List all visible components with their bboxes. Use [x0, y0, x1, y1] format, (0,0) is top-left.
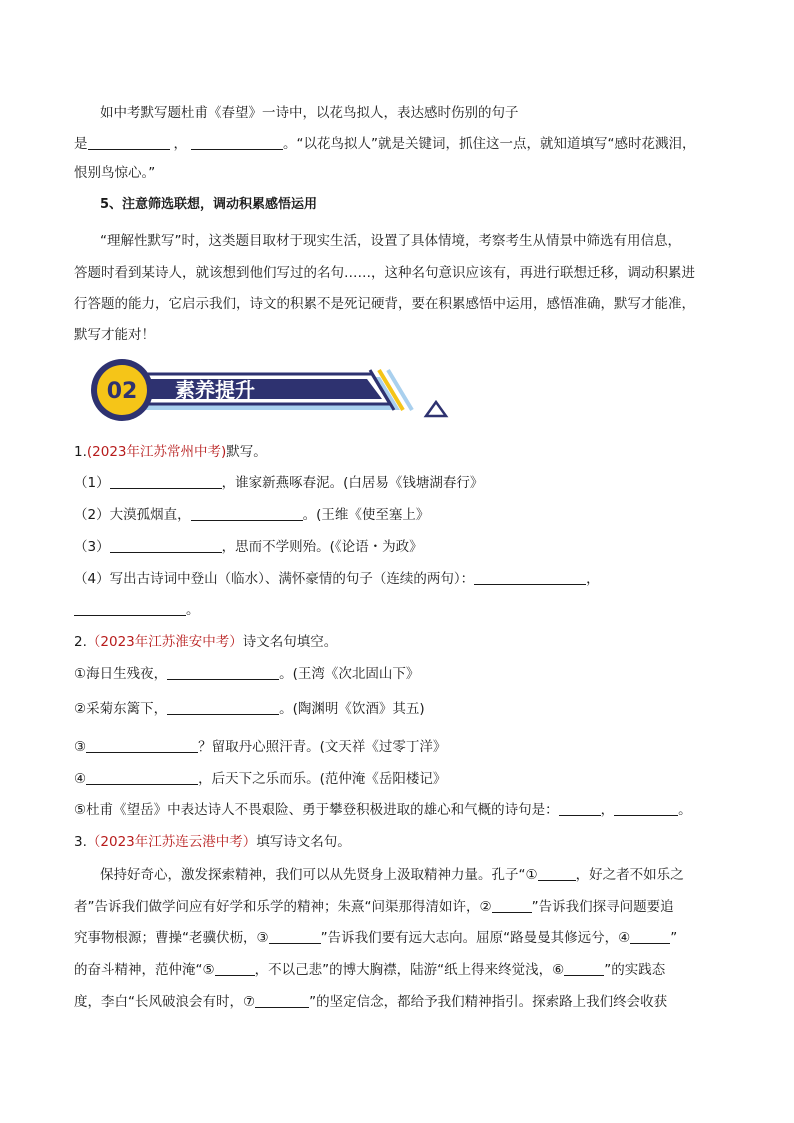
- answer-blank[interactable]: [86, 770, 198, 785]
- answer-blank[interactable]: [191, 135, 283, 150]
- section-header: [84, 352, 454, 422]
- q1-item-3: （3） ，思而不学则殆。(《论语・为政》: [74, 539, 423, 555]
- answer-blank[interactable]: [215, 961, 255, 976]
- q3-line-2: 者”告诉我们做学问应有好学和乐学的精神；朱熹“问渠那得清如许，② ”告诉我们探寻问题要追: [74, 899, 674, 915]
- tip-paragraph-line: 答题时看到某诗人，就该想到他们写过的名句……，这种名句意识应该有，再进行联想迁移，调动积累进: [74, 265, 695, 281]
- answer-blank[interactable]: [167, 665, 279, 680]
- q1-item-4-cont: 。: [74, 601, 200, 619]
- answer-blank[interactable]: [559, 801, 601, 816]
- answer-blank[interactable]: [564, 961, 604, 976]
- section-title: 素养提升: [175, 378, 255, 402]
- answer-blank[interactable]: [191, 506, 303, 521]
- q3-line-3: 究事物根源；曹操“老骥伏枥，③ ”告诉我们要有远大志向。屈原“路曼曼其修远兮，④ ”: [74, 930, 678, 946]
- intro-line-3: 恨别鸟惊心。”: [74, 165, 156, 181]
- q1-source: (2023年江苏常州中考): [86, 444, 227, 460]
- answer-blank[interactable]: [255, 993, 309, 1008]
- tip-paragraph-line: 默写才能对！: [74, 327, 155, 343]
- intro-line-2: 是 ， 。“以花鸟拟人”就是关键词，抓住这一点，就知道填写“感时花溅泪，: [74, 136, 696, 152]
- tip-heading: 5、注意筛选联想，调动积累感悟运用: [100, 197, 318, 212]
- q1-item-4: （4）写出古诗词中登山（临水）、满怀豪情的句子（连续的两句）： ，: [74, 571, 600, 587]
- answer-blank[interactable]: [492, 898, 532, 913]
- q3-line-1: 保持好奇心，激发探索精神，我们可以从先贤身上汲取精神力量。孔子“① ，好之者不如乐之: [100, 867, 684, 883]
- q3-line-5: 度，李白“长风破浪会有时，⑦ ”的坚定信念，都给予我们精神指引。探索路上我们终会收获: [74, 994, 668, 1010]
- answer-blank[interactable]: [110, 538, 222, 553]
- answer-blank[interactable]: [630, 929, 670, 944]
- q2-source: （2023年江苏淮安中考）: [86, 634, 243, 650]
- intro-line-1: 如中考默写题杜甫《春望》一诗中，以花鸟拟人，表达感时伤别的句子: [100, 105, 519, 121]
- q3-line-4: 的奋斗精神，范仲淹“⑤ ，不以己悲”的博大胸襟，陆游“纸上得来终觉浅，⑥ ”的实践态: [74, 962, 666, 978]
- answer-blank[interactable]: [269, 929, 321, 944]
- banner-fill: [136, 379, 382, 399]
- q1-item-2: （2）大漠孤烟直， 。(王维《使至塞上》: [74, 507, 430, 523]
- q2-item-4: ④ ，后天下之乐而乐。(范仲淹《岳阳楼记》: [74, 771, 447, 787]
- tip-paragraph-line: “理解性默写”时，这类题目取材于现实生活，设置了具体情境，考察考生从情景中筛选有用信息，: [100, 233, 681, 249]
- q3-source: （2023年江苏连云港中考）: [86, 834, 257, 850]
- section-number: 02: [106, 379, 138, 404]
- q2-item-5: ⑤杜甫《望岳》中表达诗人不畏艰险、勇于攀登积极进取的雄心和气概的诗句是： ， 。: [74, 802, 692, 818]
- q1-item-1: （1） ，谁家新燕啄春泥。(白居易《钱塘湖春行》: [74, 475, 484, 491]
- answer-blank[interactable]: [88, 135, 170, 150]
- section-header-graphic: [84, 352, 454, 422]
- answer-blank[interactable]: [614, 801, 678, 816]
- q1-title: 1.(2023年江苏常州中考)默写。: [74, 444, 267, 460]
- answer-blank[interactable]: [74, 601, 186, 616]
- answer-blank[interactable]: [538, 866, 576, 881]
- q3-title: 3.（2023年江苏连云港中考）填写诗文名句。: [74, 834, 351, 850]
- triangle-decoration-icon: [426, 402, 446, 416]
- answer-blank[interactable]: [110, 474, 222, 489]
- answer-blank[interactable]: [167, 700, 279, 715]
- answer-blank[interactable]: [86, 738, 198, 753]
- tip-paragraph-line: 行答题的能力，它启示我们，诗文的积累不是死记硬背，要在积累感悟中运用，感悟准确，默写才能准，: [74, 296, 695, 312]
- q2-item-3: ③ ？留取丹心照汗青。(文天祥《过零丁洋》: [74, 739, 447, 755]
- q2-item-2: ②采菊东篱下， 。(陶渊明《饮酒》其五): [74, 701, 425, 717]
- answer-blank[interactable]: [474, 570, 586, 585]
- q2-item-1: ①海日生残夜， 。(王湾《次北固山下》: [74, 666, 420, 682]
- q2-title: 2.（2023年江苏淮安中考）诗文名句填空。: [74, 634, 338, 650]
